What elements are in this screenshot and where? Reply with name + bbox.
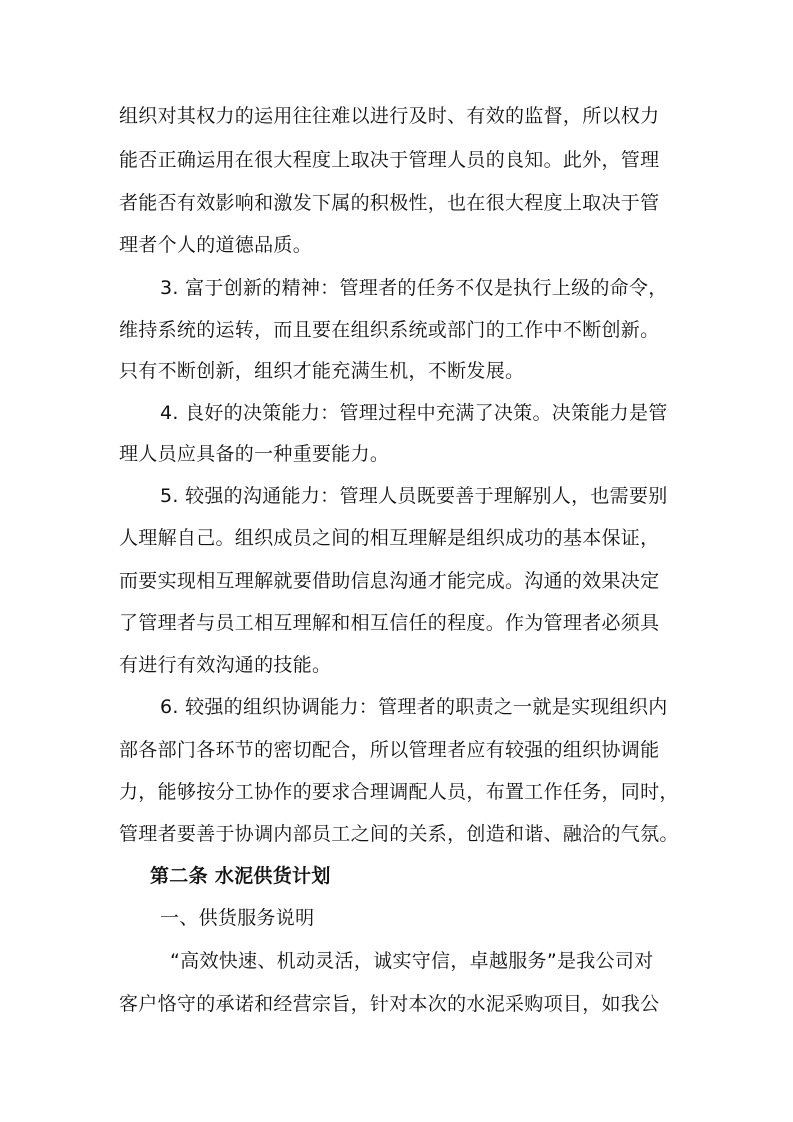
text-line: 理人员应具备的一种重要能力。 <box>119 443 390 465</box>
list-item-3-line: 3. 富于创新的精神：管理者的任务不仅是执行上级的命令， <box>160 277 668 299</box>
text-line: 者能否有效影响和激发下属的积极性，也在很大程度上取决于管 <box>119 192 660 214</box>
text-line: 而要实现相互理解就要借助信息沟通才能完成。沟通的效果决定 <box>119 570 660 592</box>
text-line: 理者个人的道德品质。 <box>119 234 313 256</box>
text-line: 客户恪守的承诺和经营宗旨，针对本次的水泥采购项目，如我公 <box>119 993 660 1015</box>
text-line: “高效快速、机动灵活，诚实守信，卓越服务”是我公司对 <box>170 950 654 972</box>
text-line: 有进行有效沟通的技能。 <box>119 654 332 676</box>
text-line: 人理解自己。组织成员之间的相互理解是组织成功的基本保证， <box>119 527 660 549</box>
text-line: 管理者要善于协调内部员工之间的关系，创造和谐、融洽的气氛。 <box>119 823 679 845</box>
subsection-heading: 一、供货服务说明 <box>160 907 315 929</box>
text-line: 只有不断创新，组织才能充满生机，不断发展。 <box>119 360 525 382</box>
text-line: 部各部门各环节的密切配合，所以管理者应有较强的组织协调能 <box>119 739 660 761</box>
list-item-4-line: 4. 良好的决策能力：管理过程中充满了决策。决策能力是管 <box>160 402 668 424</box>
text-line: 组织对其权力的运用往往难以进行及时、有效的监督，所以权力 <box>119 105 660 127</box>
text-line: 能否正确运用在很大程度上取决于管理人员的良知。此外，管理 <box>119 149 660 171</box>
text-line: 力，能够按分工协作的要求合理调配人员，布置工作任务，同时， <box>119 781 679 803</box>
text-line: 了管理者与员工相互理解和相互信任的程度。作为管理者必须具 <box>119 612 660 634</box>
list-item-5-line: 5. 较强的沟通能力：管理人员既要善于理解别人，也需要别 <box>160 485 668 507</box>
section-heading: 第二条 水泥供货计划 <box>150 865 331 887</box>
text-line: 维持系统的运转，而且要在组织系统或部门的工作中不断创新。 <box>119 319 660 341</box>
list-item-6-line: 6. 较强的组织协调能力：管理者的职责之一就是实现组织内 <box>160 696 668 718</box>
